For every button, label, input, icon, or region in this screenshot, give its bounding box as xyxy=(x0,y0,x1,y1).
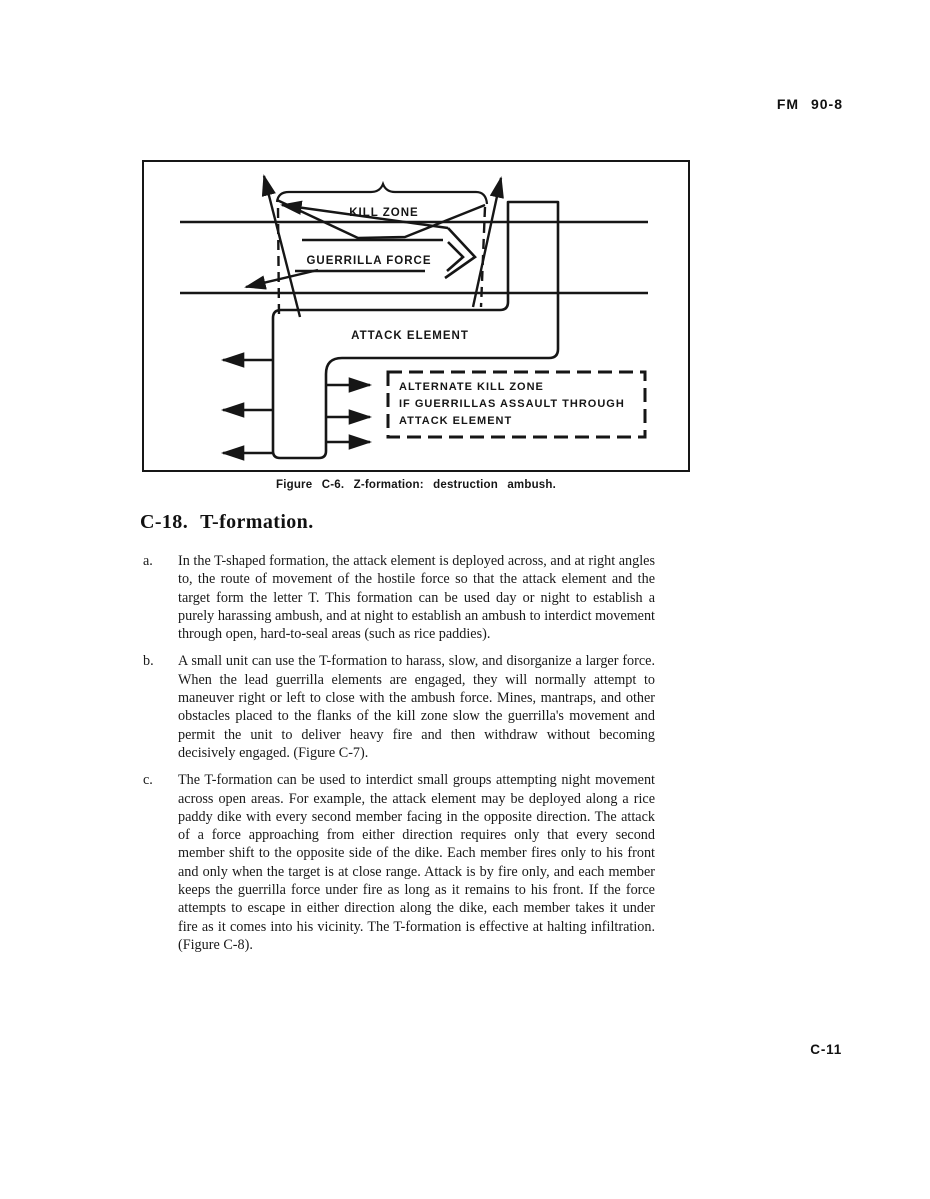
guerrilla-force-arrow xyxy=(295,228,475,278)
page-header-id: FM 90-8 xyxy=(776,96,843,112)
section-title: T-formation. xyxy=(200,511,314,533)
paragraph-c xyxy=(143,771,655,954)
maneuver-arrows xyxy=(246,176,501,317)
paragraph-a xyxy=(143,552,655,643)
guerrilla-force-label: GUERRILLA FORCE xyxy=(306,255,432,267)
body-text xyxy=(143,552,655,963)
figure-c6-diagram xyxy=(142,160,690,472)
paragraph-text: A small unit can use the T-formation to harass, slow, and disorganize a larger force. When the lead guerrilla elements are engaged, they will normally attempt to maneuver right or left to close with the ambush force. Mines, mantraps, and other obstacles placed to the flanks of the kill zone slow the guerrilla's movement and permit the unit to deliver heavy fire and then withdraw without becoming decisively engaged. (Figure C-7). xyxy=(178,653,655,761)
fire-arrows-left xyxy=(223,360,273,453)
alt-kill-zone-line2: IF GUERRILLAS ASSAULT THROUGH xyxy=(399,398,625,410)
paragraph-label: a. xyxy=(143,553,153,569)
paragraph-text: The T-formation can be used to interdict small groups attempting night movement across open areas. For example, the attack element may be deployed along a rice paddy dike with every second member facing in the opposite direction. The attack of a force approaching from either direction requires only that every second member shift to the opposite side of the dike. Each member fires only to his front and only when the target is at close range. Attack is by fire only, and each member keeps the guerrilla force under fire as long as it remains to his front. If the force attempts to escape in either direction along the dike, each member takes it under fire as it comes into his vicinity. The T-formation is effective at halting infiltration. (Figure C-8). xyxy=(178,772,655,953)
alt-kill-zone-line3: ATTACK ELEMENT xyxy=(399,415,513,427)
section-number: C-18. xyxy=(140,511,189,533)
section-heading xyxy=(140,511,314,534)
kill-zone-brace xyxy=(277,184,487,204)
attack-element-label: ATTACK ELEMENT xyxy=(351,330,469,342)
page-number: C-11 xyxy=(810,1042,842,1057)
paragraph-text: In the T-shaped formation, the attack element is deployed across, and at right angles to, the route of movement of the hostile force so that the attack element and the target form the letter T. This formation can be used day or night to establish a purely harassing ambush, and at night to establish an ambush to interdict movement through open, hard-to-seal areas (such as rice paddies). xyxy=(178,553,655,643)
paragraph-label: b. xyxy=(143,653,154,670)
figure-c6-frame xyxy=(142,160,690,472)
figure-caption: Figure C-6. Z-formation: destruction ambush. xyxy=(275,479,557,491)
alt-kill-zone-line1: ALTERNATE KILL ZONE xyxy=(399,381,544,393)
fire-arrows-right xyxy=(327,385,370,442)
paragraph-label: c. xyxy=(143,772,153,789)
kill-zone-label: KILL ZONE xyxy=(349,207,419,219)
paragraph-b xyxy=(143,652,655,762)
